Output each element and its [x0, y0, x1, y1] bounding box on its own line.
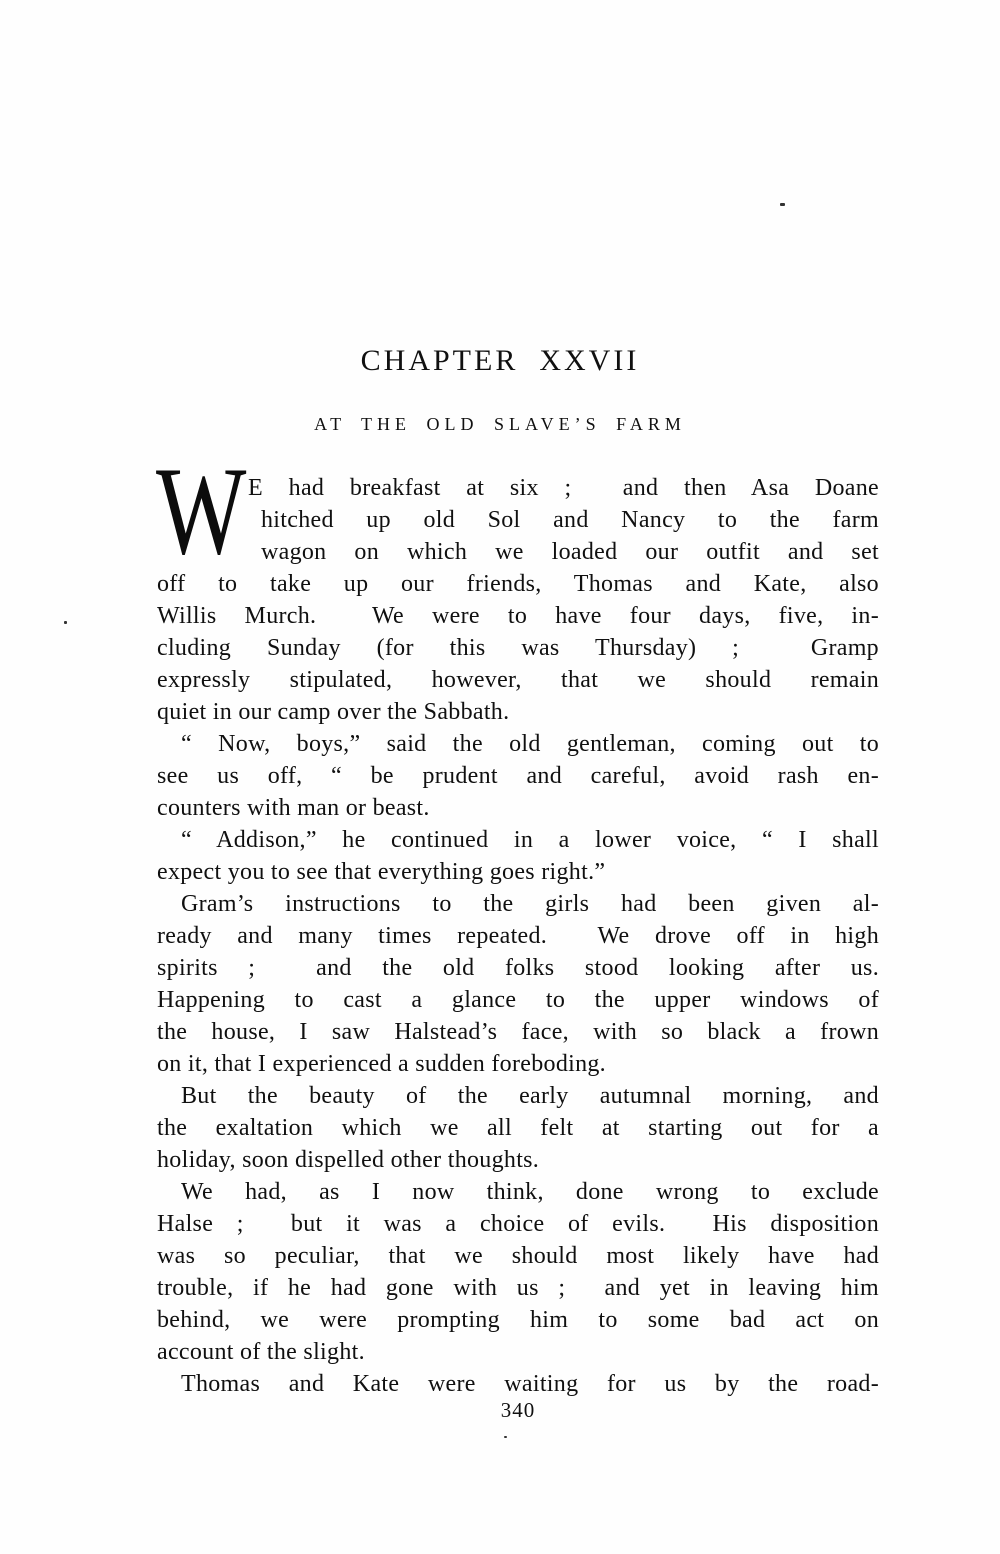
text-line: wagon on which we loaded our outfit and set [261, 539, 879, 565]
text-line: We had, as I now think, done wrong to exclude [181, 1179, 879, 1205]
text-line: cluding Sunday (for this was Thursday) ; Gramp [157, 635, 879, 661]
text-line: Happening to cast a glance to the upper windows of [157, 987, 879, 1013]
text-line: off to take up our friends, Thomas and Kate, also [157, 571, 879, 597]
text-line: E had breakfast at six ; and then Asa Doane [248, 475, 879, 501]
text-line: the house, I saw Halstead’s face, with so black a frown [157, 1019, 879, 1045]
text-line: behind, we were prompting him to some bad act on [157, 1307, 879, 1333]
chapter-heading: CHAPTER XXVII [360, 344, 640, 377]
text-line: “ Now, boys,” said the old gentleman, coming out to [181, 731, 879, 757]
text-line: spirits ; and the old folks stood looking after us. [157, 955, 879, 981]
text-line: Halse ; but it was a choice of evils. His disposition [157, 1211, 879, 1237]
text-line: Willis Murch. We were to have four days, five, in- [157, 603, 879, 629]
text-line: Thomas and Kate were waiting for us by the road- [181, 1371, 879, 1397]
text-line: holiday, soon dispelled other thoughts. [157, 1147, 540, 1173]
text-line: was so peculiar, that we should most likely have had [157, 1243, 879, 1269]
text-line: quiet in our camp over the Sabbath. [157, 699, 510, 725]
drop-cap-letter: W [156, 442, 247, 581]
text-line: on it, that I experienced a sudden foreboding. [157, 1051, 606, 1077]
text-line: the exaltation which we all felt at starting out for a [157, 1115, 879, 1141]
ink-speck [504, 1436, 507, 1438]
text-line: But the beauty of the early autumnal morning, and [181, 1083, 879, 1109]
text-line: trouble, if he had gone with us ; and yet in leaving him [157, 1275, 879, 1301]
text-line: see us off, “ be prudent and careful, avoid rash en- [157, 763, 879, 789]
text-line: Gram’s instructions to the girls had been given al- [181, 891, 879, 917]
text-line: “ Addison,” he continued in a lower voice, “ I shall [181, 827, 879, 853]
text-line: account of the slight. [157, 1339, 365, 1365]
ink-speck [780, 203, 785, 206]
text-line: ready and many times repeated. We drove off in high [157, 923, 879, 949]
text-line: counters with man or beast. [157, 795, 430, 821]
chapter-subtitle: AT THE OLD SLAVE’S FARM [314, 414, 686, 434]
body-text [157, 472, 879, 1400]
ink-speck [64, 621, 67, 624]
text-line: expressly stipulated, however, that we should remain [157, 667, 879, 693]
text-line: expect you to see that everything goes right.” [157, 859, 606, 885]
page-number: 340 [500, 1398, 536, 1422]
text-line: hitched up old Sol and Nancy to the farm [261, 507, 879, 533]
